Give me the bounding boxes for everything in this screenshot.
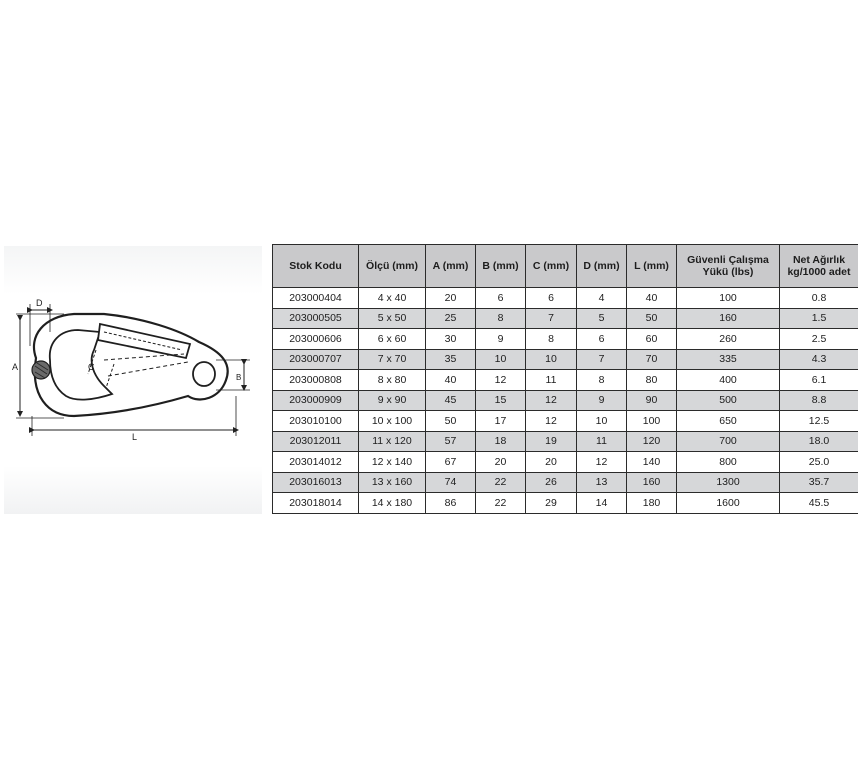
table-cell: 13 x 160 xyxy=(359,472,426,493)
table-cell: 12 xyxy=(526,411,577,432)
snap-hook-drawing xyxy=(4,246,262,514)
column-header: Net Ağırlık kg/1000 adet xyxy=(780,245,858,288)
table-cell: 7 xyxy=(526,308,577,329)
table-cell: 22 xyxy=(476,493,526,514)
table-cell: 50 xyxy=(426,411,476,432)
table-cell: 30 xyxy=(426,329,476,350)
table-cell: 9 xyxy=(577,390,627,411)
table-cell: 80 xyxy=(627,370,677,391)
table-cell: 203000505 xyxy=(273,308,359,329)
table-cell: 12 xyxy=(476,370,526,391)
column-header: C (mm) xyxy=(526,245,577,288)
table-row xyxy=(273,329,858,350)
table-cell: 203000808 xyxy=(273,370,359,391)
table-cell: 20 xyxy=(426,288,476,309)
table-cell: 6.1 xyxy=(780,370,858,391)
table-cell: 20 xyxy=(526,452,577,473)
table-cell: 57 xyxy=(426,431,476,452)
column-header: B (mm) xyxy=(476,245,526,288)
column-header: L (mm) xyxy=(627,245,677,288)
table-cell: 203010100 xyxy=(273,411,359,432)
table-cell: 2.5 xyxy=(780,329,858,350)
table-cell: 650 xyxy=(677,411,780,432)
table-cell: 203016013 xyxy=(273,472,359,493)
table-cell: 86 xyxy=(426,493,476,514)
table-cell: 8 x 80 xyxy=(359,370,426,391)
table-cell: 9 x 90 xyxy=(359,390,426,411)
table-cell: 260 xyxy=(677,329,780,350)
table-cell: 8 xyxy=(476,308,526,329)
column-header: A (mm) xyxy=(426,245,476,288)
table-cell: 40 xyxy=(627,288,677,309)
dim-label-d: D xyxy=(36,298,43,308)
table-cell: 11 x 120 xyxy=(359,431,426,452)
table-cell: 15 xyxy=(476,390,526,411)
dim-label-l: L xyxy=(132,432,138,442)
table-cell: 7 x 70 xyxy=(359,349,426,370)
table-cell: 5 xyxy=(577,308,627,329)
table-cell: 12 x 140 xyxy=(359,452,426,473)
table-cell: 90 xyxy=(627,390,677,411)
table-cell: 203000404 xyxy=(273,288,359,309)
table-cell: 50 xyxy=(627,308,677,329)
table-body xyxy=(273,288,858,514)
table-cell: 20 xyxy=(476,452,526,473)
column-header: Ölçü (mm) xyxy=(359,245,426,288)
dim-label-c: C xyxy=(88,362,95,372)
dim-label-b: B xyxy=(236,373,242,382)
table-cell: 67 xyxy=(426,452,476,473)
table-cell: 6 x 60 xyxy=(359,329,426,350)
table-cell: 45.5 xyxy=(780,493,858,514)
column-header: Stok Kodu xyxy=(273,245,359,288)
table-cell: 203000707 xyxy=(273,349,359,370)
table-row xyxy=(273,472,858,493)
dim-label-a: A xyxy=(12,362,19,372)
table-cell: 8 xyxy=(526,329,577,350)
table-cell: 17 xyxy=(476,411,526,432)
table-cell: 0.8 xyxy=(780,288,858,309)
table-cell: 40 xyxy=(426,370,476,391)
table-cell: 35 xyxy=(426,349,476,370)
table-cell: 11 xyxy=(577,431,627,452)
table-row xyxy=(273,370,858,391)
spec-table-container xyxy=(272,244,858,514)
table-row xyxy=(273,308,858,329)
table-cell: 70 xyxy=(627,349,677,370)
table-cell: 4.3 xyxy=(780,349,858,370)
table-cell: 10 xyxy=(526,349,577,370)
table-row xyxy=(273,431,858,452)
table-cell: 160 xyxy=(677,308,780,329)
table-cell: 4 xyxy=(577,288,627,309)
table-cell: 5 x 50 xyxy=(359,308,426,329)
table-cell: 203014012 xyxy=(273,452,359,473)
table-cell: 12 xyxy=(526,390,577,411)
table-cell: 100 xyxy=(627,411,677,432)
table-cell: 203012011 xyxy=(273,431,359,452)
table-cell: 25.0 xyxy=(780,452,858,473)
table-row xyxy=(273,288,858,309)
table-cell: 100 xyxy=(677,288,780,309)
table-cell: 120 xyxy=(627,431,677,452)
table-cell: 22 xyxy=(476,472,526,493)
snap-hook-diagram xyxy=(4,246,262,514)
table-cell: 1.5 xyxy=(780,308,858,329)
table-cell: 11 xyxy=(526,370,577,391)
table-cell: 7 xyxy=(577,349,627,370)
table-cell: 6 xyxy=(526,288,577,309)
table-cell: 19 xyxy=(526,431,577,452)
column-header: D (mm) xyxy=(577,245,627,288)
table-row xyxy=(273,349,858,370)
table-cell: 8 xyxy=(577,370,627,391)
table-cell: 140 xyxy=(627,452,677,473)
table-cell: 10 xyxy=(577,411,627,432)
hook-eye xyxy=(193,362,215,386)
table-cell: 29 xyxy=(526,493,577,514)
table-cell: 26 xyxy=(526,472,577,493)
table-cell: 1300 xyxy=(677,472,780,493)
spec-table xyxy=(272,244,858,514)
table-cell: 335 xyxy=(677,349,780,370)
table-cell: 180 xyxy=(627,493,677,514)
table-cell: 14 x 180 xyxy=(359,493,426,514)
table-row xyxy=(273,452,858,473)
table-row xyxy=(273,390,858,411)
table-cell: 700 xyxy=(677,431,780,452)
table-cell: 400 xyxy=(677,370,780,391)
table-cell: 12 xyxy=(577,452,627,473)
table-cell: 203000606 xyxy=(273,329,359,350)
table-cell: 6 xyxy=(476,288,526,309)
table-cell: 45 xyxy=(426,390,476,411)
table-cell: 160 xyxy=(627,472,677,493)
table-cell: 8.8 xyxy=(780,390,858,411)
table-cell: 6 xyxy=(577,329,627,350)
table-cell: 18 xyxy=(476,431,526,452)
table-cell: 12.5 xyxy=(780,411,858,432)
table-header-row xyxy=(273,245,858,288)
table-cell: 203018014 xyxy=(273,493,359,514)
table-cell: 4 x 40 xyxy=(359,288,426,309)
table-cell: 10 x 100 xyxy=(359,411,426,432)
table-cell: 800 xyxy=(677,452,780,473)
table-cell: 13 xyxy=(577,472,627,493)
table-cell: 10 xyxy=(476,349,526,370)
table-row xyxy=(273,493,858,514)
table-cell: 203000909 xyxy=(273,390,359,411)
table-cell: 60 xyxy=(627,329,677,350)
table-cell: 18.0 xyxy=(780,431,858,452)
column-header: Güvenli Çalışma Yükü (lbs) xyxy=(677,245,780,288)
table-cell: 25 xyxy=(426,308,476,329)
table-row xyxy=(273,411,858,432)
table-cell: 9 xyxy=(476,329,526,350)
table-cell: 14 xyxy=(577,493,627,514)
table-cell: 35.7 xyxy=(780,472,858,493)
table-cell: 500 xyxy=(677,390,780,411)
table-cell: 74 xyxy=(426,472,476,493)
table-cell: 1600 xyxy=(677,493,780,514)
